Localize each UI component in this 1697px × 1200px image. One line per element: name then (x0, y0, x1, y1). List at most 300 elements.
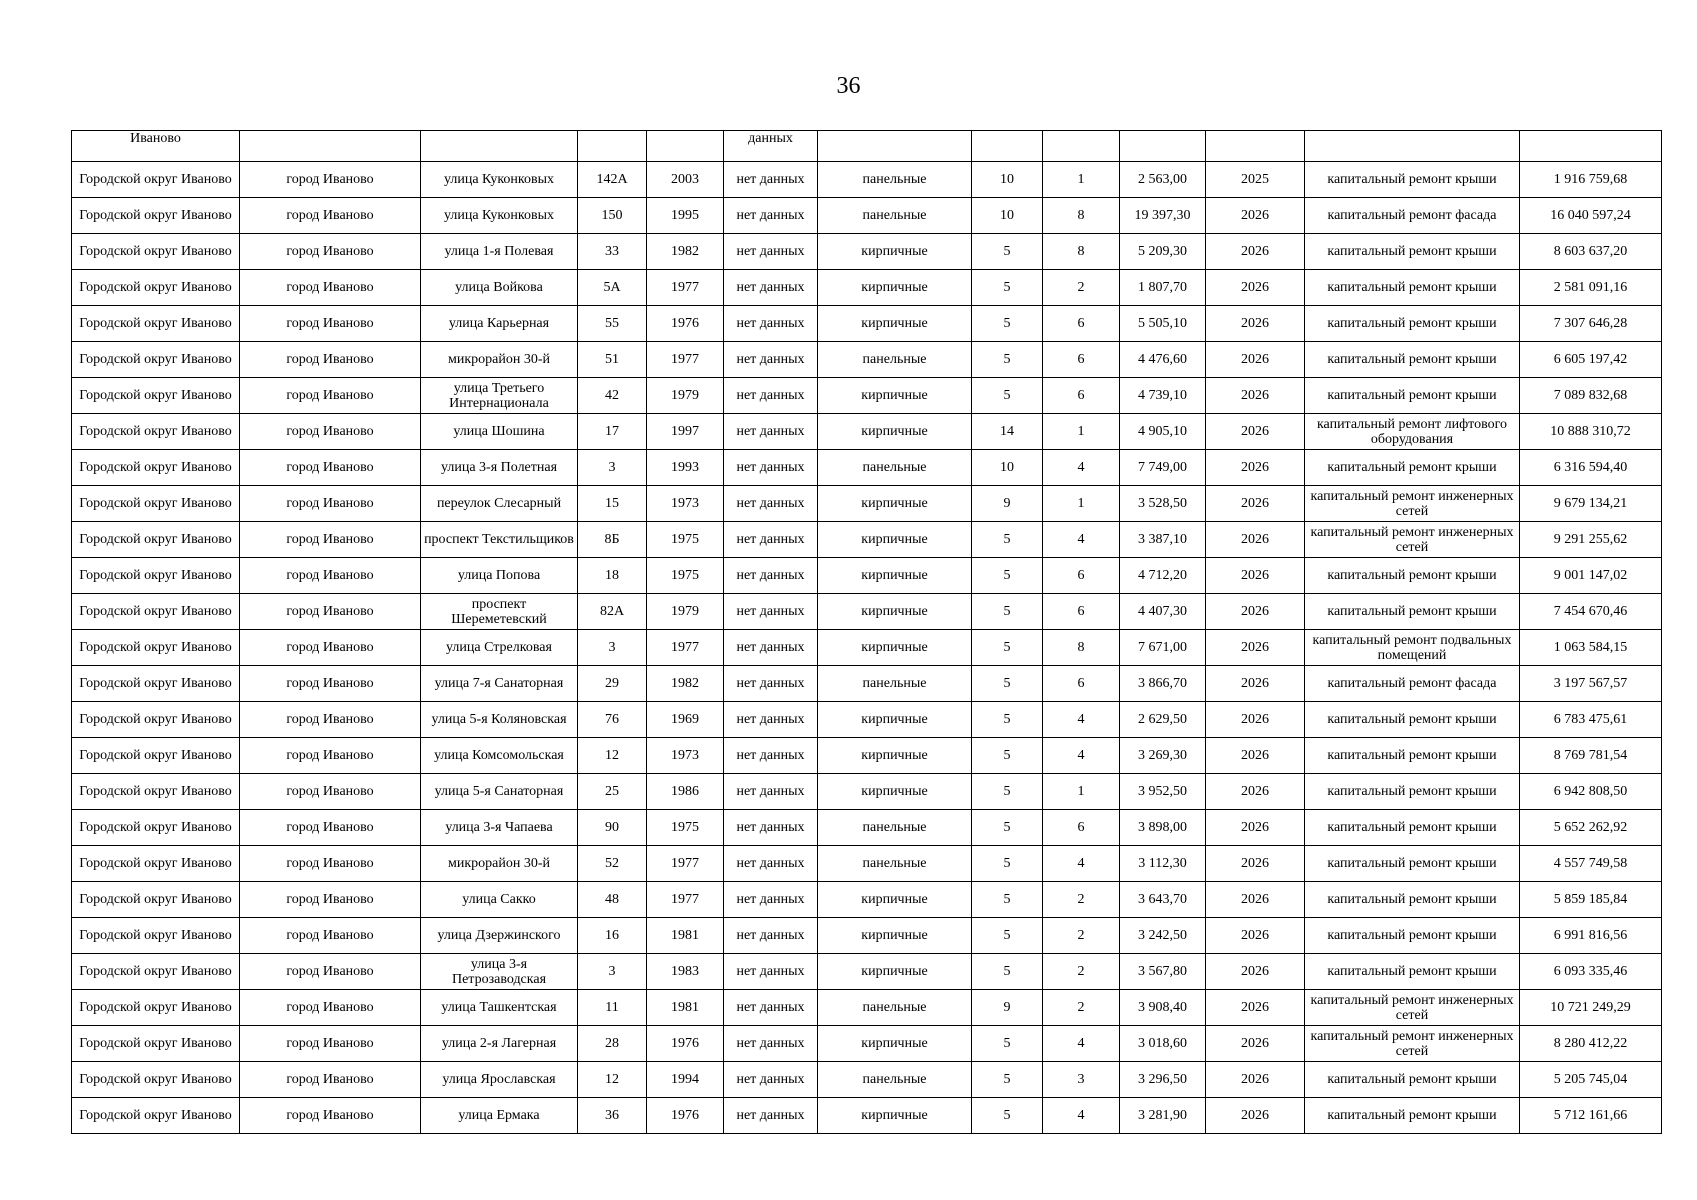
cell-wear: нет данных (724, 630, 818, 666)
cell-work: капитальный ремонт инженерных сетей (1305, 990, 1520, 1026)
table-row (72, 918, 1662, 954)
table-row (72, 342, 1662, 378)
cell-street: микрорайон 30-й (421, 342, 578, 378)
cell-cost: 4 557 749,58 (1520, 846, 1662, 882)
cell-settlement (240, 131, 421, 162)
cell-plan-year: 2026 (1206, 810, 1305, 846)
cell-area: 4 712,20 (1120, 558, 1206, 594)
cell-street: улица Третьего Интернационала (421, 378, 578, 414)
cell-entrances: 2 (1043, 882, 1120, 918)
cell-wear: данных (724, 131, 818, 162)
cell-year: 1981 (647, 990, 724, 1026)
cell-cost: 1 063 584,15 (1520, 630, 1662, 666)
cell-work: капитальный ремонт крыши (1305, 234, 1520, 270)
cell-plan-year: 2026 (1206, 342, 1305, 378)
table-row (72, 198, 1662, 234)
cell-municipality: Городской округ Иваново (72, 378, 240, 414)
cell-settlement: город Иваново (240, 1026, 421, 1062)
cell-cost: 9 679 134,21 (1520, 486, 1662, 522)
cell-walls: кирпичные (818, 918, 972, 954)
cell-street: улица Шошина (421, 414, 578, 450)
cell-area: 2 563,00 (1120, 162, 1206, 198)
cell-settlement: город Иваново (240, 342, 421, 378)
cell-wear: нет данных (724, 198, 818, 234)
cell-street: улица 2-я Лагерная (421, 1026, 578, 1062)
cell-entrances: 6 (1043, 306, 1120, 342)
cell-house: 33 (578, 234, 647, 270)
cell-municipality: Городской округ Иваново (72, 342, 240, 378)
cell-walls: кирпичные (818, 738, 972, 774)
cell-area: 3 528,50 (1120, 486, 1206, 522)
cell-street: проспект Шереметевский (421, 594, 578, 630)
cell-municipality: Городской округ Иваново (72, 1062, 240, 1098)
cell-walls: кирпичные (818, 702, 972, 738)
cell-municipality: Городской округ Иваново (72, 594, 240, 630)
cell-cost: 9 001 147,02 (1520, 558, 1662, 594)
cell-municipality: Городской округ Иваново (72, 810, 240, 846)
cell-area: 2 629,50 (1120, 702, 1206, 738)
cell-settlement: город Иваново (240, 1098, 421, 1134)
cell-settlement: город Иваново (240, 666, 421, 702)
cell-street: улица Ярославская (421, 1062, 578, 1098)
cell-municipality: Городской округ Иваново (72, 738, 240, 774)
cell-work: капитальный ремонт инженерных сетей (1305, 486, 1520, 522)
continued-row (72, 131, 1662, 162)
cell-work: капитальный ремонт крыши (1305, 738, 1520, 774)
cell-street: улица Дзержинского (421, 918, 578, 954)
cell-walls (818, 131, 972, 162)
table-row (72, 666, 1662, 702)
cell-municipality: Городской округ Иваново (72, 162, 240, 198)
cell-municipality: Городской округ Иваново (72, 882, 240, 918)
cell-walls: панельные (818, 666, 972, 702)
cell-settlement: город Иваново (240, 594, 421, 630)
cell-wear: нет данных (724, 666, 818, 702)
cell-wear: нет данных (724, 990, 818, 1026)
cell-wear: нет данных (724, 306, 818, 342)
cell-work: капитальный ремонт крыши (1305, 342, 1520, 378)
cell-entrances: 1 (1043, 162, 1120, 198)
cell-floors: 5 (972, 522, 1043, 558)
cell-settlement: город Иваново (240, 630, 421, 666)
cell-work: капитальный ремонт крыши (1305, 774, 1520, 810)
cell-cost: 6 991 816,56 (1520, 918, 1662, 954)
cell-settlement: город Иваново (240, 990, 421, 1026)
cell-floors: 5 (972, 810, 1043, 846)
cell-area: 3 018,60 (1120, 1026, 1206, 1062)
cell-wear: нет данных (724, 558, 818, 594)
table-row (72, 990, 1662, 1026)
table-row (72, 882, 1662, 918)
cell-cost: 6 316 594,40 (1520, 450, 1662, 486)
cell-work: капитальный ремонт крыши (1305, 954, 1520, 990)
cell-house: 18 (578, 558, 647, 594)
cell-municipality: Городской округ Иваново (72, 558, 240, 594)
cell-street: улица Попова (421, 558, 578, 594)
cell-wear: нет данных (724, 918, 818, 954)
cell-floors (972, 131, 1043, 162)
cell-entrances: 2 (1043, 270, 1120, 306)
cell-municipality: Иваново (72, 131, 240, 162)
cell-floors: 10 (972, 450, 1043, 486)
cell-work: капитальный ремонт фасада (1305, 198, 1520, 234)
cell-wear: нет данных (724, 954, 818, 990)
cell-walls: кирпичные (818, 1098, 972, 1134)
cell-year: 1997 (647, 414, 724, 450)
cell-walls: кирпичные (818, 234, 972, 270)
cell-floors: 5 (972, 954, 1043, 990)
cell-wear: нет данных (724, 810, 818, 846)
table-row (72, 414, 1662, 450)
cell-municipality: Городской округ Иваново (72, 270, 240, 306)
cell-plan-year: 2026 (1206, 846, 1305, 882)
cell-work: капитальный ремонт крыши (1305, 846, 1520, 882)
cell-house: 3 (578, 954, 647, 990)
cell-entrances: 4 (1043, 702, 1120, 738)
cell-work: капитальный ремонт подвальных помещений (1305, 630, 1520, 666)
cell-entrances: 2 (1043, 954, 1120, 990)
cell-plan-year: 2025 (1206, 162, 1305, 198)
cell-cost: 9 291 255,62 (1520, 522, 1662, 558)
cell-municipality: Городской округ Иваново (72, 846, 240, 882)
cell-area: 1 807,70 (1120, 270, 1206, 306)
cell-street: улица Стрелковая (421, 630, 578, 666)
cell-street: улица Куконковых (421, 198, 578, 234)
cell-walls: кирпичные (818, 486, 972, 522)
cell-work: капитальный ремонт крыши (1305, 450, 1520, 486)
cell-plan-year: 2026 (1206, 666, 1305, 702)
cell-floors: 5 (972, 306, 1043, 342)
cell-wear: нет данных (724, 342, 818, 378)
cell-entrances: 4 (1043, 522, 1120, 558)
table-row (72, 1062, 1662, 1098)
cell-settlement: город Иваново (240, 846, 421, 882)
cell-plan-year: 2026 (1206, 198, 1305, 234)
cell-walls: панельные (818, 1062, 972, 1098)
cell-work: капитальный ремонт крыши (1305, 702, 1520, 738)
cell-cost: 10 721 249,29 (1520, 990, 1662, 1026)
cell-street: улица 5-я Санаторная (421, 774, 578, 810)
cell-year: 1995 (647, 198, 724, 234)
cell-street: улица Куконковых (421, 162, 578, 198)
cell-street (421, 131, 578, 162)
cell-settlement: город Иваново (240, 522, 421, 558)
cell-floors: 9 (972, 990, 1043, 1026)
cell-year: 1973 (647, 738, 724, 774)
cell-walls: кирпичные (818, 414, 972, 450)
cell-floors: 5 (972, 594, 1043, 630)
cell-area: 3 269,30 (1120, 738, 1206, 774)
table-row (72, 774, 1662, 810)
cell-floors: 5 (972, 846, 1043, 882)
cell-plan-year: 2026 (1206, 306, 1305, 342)
cell-wear: нет данных (724, 1098, 818, 1134)
cell-house: 90 (578, 810, 647, 846)
cell-floors: 5 (972, 774, 1043, 810)
cell-floors: 14 (972, 414, 1043, 450)
cell-area: 5 505,10 (1120, 306, 1206, 342)
cell-settlement: город Иваново (240, 1062, 421, 1098)
cell-municipality: Городской округ Иваново (72, 522, 240, 558)
cell-street: микрорайон 30-й (421, 846, 578, 882)
cell-settlement: город Иваново (240, 414, 421, 450)
cell-cost: 5 859 185,84 (1520, 882, 1662, 918)
cell-house: 17 (578, 414, 647, 450)
cell-area: 3 952,50 (1120, 774, 1206, 810)
cell-municipality: Городской округ Иваново (72, 774, 240, 810)
cell-municipality: Городской округ Иваново (72, 234, 240, 270)
cell-year: 1975 (647, 810, 724, 846)
cell-settlement: город Иваново (240, 918, 421, 954)
cell-cost: 8 769 781,54 (1520, 738, 1662, 774)
cell-plan-year: 2026 (1206, 990, 1305, 1026)
cell-house: 51 (578, 342, 647, 378)
table-row (72, 234, 1662, 270)
cell-wear: нет данных (724, 882, 818, 918)
cell-plan-year: 2026 (1206, 918, 1305, 954)
cell-year: 1994 (647, 1062, 724, 1098)
cell-entrances: 1 (1043, 774, 1120, 810)
cell-walls: панельные (818, 342, 972, 378)
cell-street: переулок Слесарный (421, 486, 578, 522)
cell-wear: нет данных (724, 522, 818, 558)
table-row (72, 630, 1662, 666)
cell-work: капитальный ремонт инженерных сетей (1305, 522, 1520, 558)
cell-entrances: 8 (1043, 198, 1120, 234)
cell-plan-year: 2026 (1206, 1062, 1305, 1098)
cell-plan-year: 2026 (1206, 1098, 1305, 1134)
cell-street: улица Сакко (421, 882, 578, 918)
cell-municipality: Городской округ Иваново (72, 918, 240, 954)
table-row (72, 1098, 1662, 1134)
cell-area (1120, 131, 1206, 162)
table-body (72, 131, 1662, 1134)
cell-street: улица Войкова (421, 270, 578, 306)
cell-area: 7 749,00 (1120, 450, 1206, 486)
cell-area: 3 281,90 (1120, 1098, 1206, 1134)
cell-year: 1975 (647, 522, 724, 558)
cell-year: 1969 (647, 702, 724, 738)
cell-entrances: 6 (1043, 558, 1120, 594)
cell-cost: 6 093 335,46 (1520, 954, 1662, 990)
cell-work: капитальный ремонт крыши (1305, 378, 1520, 414)
cell-area: 3 908,40 (1120, 990, 1206, 1026)
table-row (72, 162, 1662, 198)
cell-entrances: 4 (1043, 450, 1120, 486)
cell-street: улица 3-я Петрозаводская (421, 954, 578, 990)
cell-plan-year (1206, 131, 1305, 162)
cell-house: 55 (578, 306, 647, 342)
cell-municipality: Городской округ Иваново (72, 306, 240, 342)
cell-cost: 10 888 310,72 (1520, 414, 1662, 450)
cell-municipality: Городской округ Иваново (72, 702, 240, 738)
table-row (72, 846, 1662, 882)
cell-wear: нет данных (724, 378, 818, 414)
cell-house: 8Б (578, 522, 647, 558)
cell-wear: нет данных (724, 1026, 818, 1062)
cell-area: 5 209,30 (1120, 234, 1206, 270)
table-row (72, 954, 1662, 990)
cell-street: улица Комсомольская (421, 738, 578, 774)
cell-entrances: 6 (1043, 378, 1120, 414)
cell-entrances: 2 (1043, 990, 1120, 1026)
cell-floors: 5 (972, 342, 1043, 378)
cell-plan-year: 2026 (1206, 738, 1305, 774)
cell-walls: панельные (818, 198, 972, 234)
housing-repair-table (71, 130, 1662, 1134)
cell-year: 1979 (647, 594, 724, 630)
cell-floors: 10 (972, 198, 1043, 234)
cell-work: капитальный ремонт лифтового оборудования (1305, 414, 1520, 450)
table-row (72, 738, 1662, 774)
cell-year: 1976 (647, 1026, 724, 1062)
cell-plan-year: 2026 (1206, 630, 1305, 666)
cell-area: 3 643,70 (1120, 882, 1206, 918)
cell-walls: панельные (818, 846, 972, 882)
cell-entrances: 6 (1043, 342, 1120, 378)
cell-house: 82А (578, 594, 647, 630)
cell-floors: 5 (972, 1098, 1043, 1134)
cell-area: 7 671,00 (1120, 630, 1206, 666)
cell-year: 1977 (647, 630, 724, 666)
cell-floors: 5 (972, 378, 1043, 414)
cell-house: 12 (578, 738, 647, 774)
cell-entrances: 1 (1043, 414, 1120, 450)
cell-wear: нет данных (724, 414, 818, 450)
cell-cost: 7 454 670,46 (1520, 594, 1662, 630)
cell-settlement: город Иваново (240, 270, 421, 306)
cell-walls: кирпичные (818, 882, 972, 918)
cell-cost: 6 942 808,50 (1520, 774, 1662, 810)
cell-municipality: Городской округ Иваново (72, 486, 240, 522)
cell-floors: 9 (972, 486, 1043, 522)
cell-plan-year: 2026 (1206, 774, 1305, 810)
cell-area: 3 296,50 (1120, 1062, 1206, 1098)
cell-year: 1977 (647, 270, 724, 306)
cell-cost: 5 205 745,04 (1520, 1062, 1662, 1098)
cell-walls: кирпичные (818, 558, 972, 594)
cell-house: 42 (578, 378, 647, 414)
cell-municipality: Городской округ Иваново (72, 450, 240, 486)
cell-cost: 7 089 832,68 (1520, 378, 1662, 414)
cell-plan-year: 2026 (1206, 522, 1305, 558)
cell-cost: 5 712 161,66 (1520, 1098, 1662, 1134)
cell-street: проспект Текстильщиков (421, 522, 578, 558)
cell-municipality: Городской округ Иваново (72, 990, 240, 1026)
cell-municipality: Городской округ Иваново (72, 666, 240, 702)
cell-plan-year: 2026 (1206, 954, 1305, 990)
cell-settlement: город Иваново (240, 738, 421, 774)
table-row (72, 378, 1662, 414)
cell-street: улица Карьерная (421, 306, 578, 342)
cell-street: улица 1-я Полевая (421, 234, 578, 270)
cell-house: 28 (578, 1026, 647, 1062)
cell-area: 3 567,80 (1120, 954, 1206, 990)
cell-settlement: город Иваново (240, 378, 421, 414)
cell-plan-year: 2026 (1206, 882, 1305, 918)
cell-settlement: город Иваново (240, 162, 421, 198)
cell-street: улица Ташкентская (421, 990, 578, 1026)
cell-house: 16 (578, 918, 647, 954)
cell-work: капитальный ремонт крыши (1305, 270, 1520, 306)
cell-area: 3 898,00 (1120, 810, 1206, 846)
cell-cost: 16 040 597,24 (1520, 198, 1662, 234)
cell-entrances: 1 (1043, 486, 1120, 522)
cell-house: 12 (578, 1062, 647, 1098)
cell-settlement: город Иваново (240, 954, 421, 990)
cell-year: 2003 (647, 162, 724, 198)
page-number: 36 (836, 73, 861, 99)
cell-wear: нет данных (724, 270, 818, 306)
cell-work (1305, 131, 1520, 162)
table-row (72, 486, 1662, 522)
cell-floors: 5 (972, 1062, 1043, 1098)
cell-entrances: 2 (1043, 918, 1120, 954)
cell-municipality: Городской округ Иваново (72, 1026, 240, 1062)
cell-area: 19 397,30 (1120, 198, 1206, 234)
table-row (72, 522, 1662, 558)
cell-entrances (1043, 131, 1120, 162)
cell-settlement: город Иваново (240, 486, 421, 522)
cell-floors: 5 (972, 1026, 1043, 1062)
cell-floors: 5 (972, 270, 1043, 306)
cell-plan-year: 2026 (1206, 234, 1305, 270)
cell-floors: 5 (972, 666, 1043, 702)
cell-walls: кирпичные (818, 774, 972, 810)
cell-wear: нет данных (724, 738, 818, 774)
cell-walls: кирпичные (818, 1026, 972, 1062)
cell-plan-year: 2026 (1206, 1026, 1305, 1062)
cell-walls: панельные (818, 990, 972, 1026)
cell-street: улица 3-я Чапаева (421, 810, 578, 846)
cell-area: 3 387,10 (1120, 522, 1206, 558)
cell-cost: 6 783 475,61 (1520, 702, 1662, 738)
cell-walls: кирпичные (818, 270, 972, 306)
cell-year: 1982 (647, 234, 724, 270)
cell-cost: 3 197 567,57 (1520, 666, 1662, 702)
cell-cost: 5 652 262,92 (1520, 810, 1662, 846)
cell-floors: 5 (972, 558, 1043, 594)
cell-year: 1975 (647, 558, 724, 594)
cell-settlement: город Иваново (240, 234, 421, 270)
cell-entrances: 4 (1043, 1098, 1120, 1134)
cell-cost: 7 307 646,28 (1520, 306, 1662, 342)
cell-entrances: 6 (1043, 594, 1120, 630)
cell-settlement: город Иваново (240, 306, 421, 342)
cell-work: капитальный ремонт крыши (1305, 810, 1520, 846)
cell-street: улица 5-я Коляновская (421, 702, 578, 738)
cell-year: 1981 (647, 918, 724, 954)
cell-work: капитальный ремонт фасада (1305, 666, 1520, 702)
cell-entrances: 6 (1043, 666, 1120, 702)
cell-area: 3 866,70 (1120, 666, 1206, 702)
cell-cost: 8 280 412,22 (1520, 1026, 1662, 1062)
cell-year: 1977 (647, 846, 724, 882)
table-row (72, 810, 1662, 846)
cell-house: 48 (578, 882, 647, 918)
cell-area: 4 905,10 (1120, 414, 1206, 450)
cell-plan-year: 2026 (1206, 702, 1305, 738)
cell-year: 1982 (647, 666, 724, 702)
cell-street: улица 3-я Полетная (421, 450, 578, 486)
cell-plan-year: 2026 (1206, 378, 1305, 414)
cell-house: 3 (578, 630, 647, 666)
cell-year (647, 131, 724, 162)
cell-walls: панельные (818, 450, 972, 486)
cell-municipality: Городской округ Иваново (72, 954, 240, 990)
cell-work: капитальный ремонт крыши (1305, 1062, 1520, 1098)
cell-street: улица 7-я Санаторная (421, 666, 578, 702)
